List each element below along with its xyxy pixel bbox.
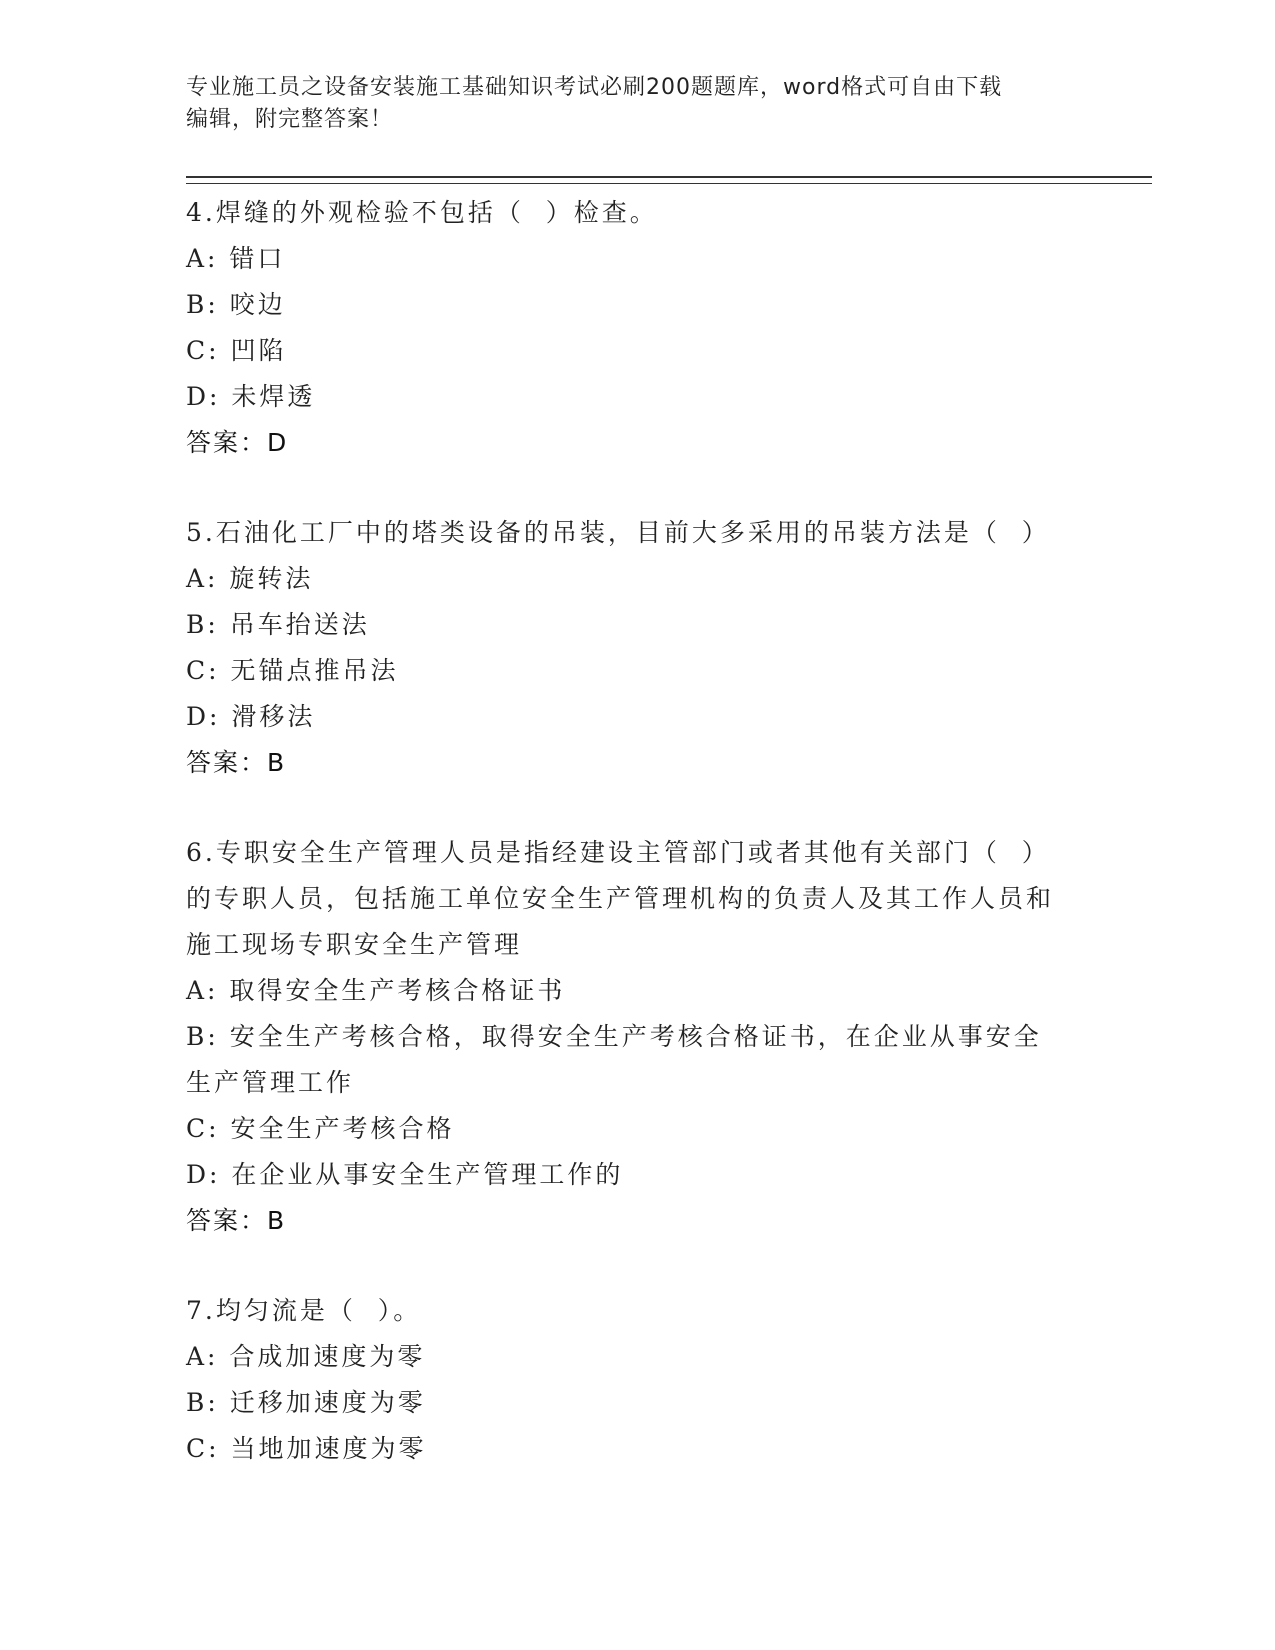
option-b: B: 迁移加速度为零 — [186, 1388, 426, 1417]
option-d: D: 滑移法 — [186, 702, 316, 731]
question-stem: 6.专职安全生产管理人员是指经建设主管部门或者其他有关部门（ ）的专职人员，包括施工单位安全生产管理机构的负责人及其工作人员和施工现场专职安全生产管理 — [186, 838, 1055, 959]
question-stem: 4.焊缝的外观检验不包括（ ）检查。 — [186, 198, 658, 227]
question-stem: 5.石油化工厂中的塔类设备的吊装，目前大多采用的吊装方法是（ ） — [186, 518, 1050, 547]
option-b: B: 咬边 — [186, 290, 286, 319]
question-5 — [186, 510, 1152, 786]
question-stem: 7.均匀流是（ ）。 — [186, 1296, 422, 1325]
header-divider — [186, 176, 1152, 184]
question-7 — [186, 1288, 1152, 1472]
question-4 — [186, 190, 1152, 466]
option-a: A: 错口 — [186, 244, 286, 273]
option-a: A: 旋转法 — [186, 564, 314, 593]
option-c: C: 当地加速度为零 — [186, 1434, 427, 1463]
option-d: D: 在企业从事安全生产管理工作的 — [186, 1160, 624, 1189]
question-6 — [186, 830, 1152, 1244]
header-line-2: 编辑，附完整答案！ — [186, 107, 394, 132]
option-d: D: 未焊透 — [186, 382, 316, 411]
document-header — [186, 72, 1066, 136]
answer-label: 答案：B — [186, 748, 287, 777]
option-c: C: 无锚点推吊法 — [186, 656, 399, 685]
header-line-1: 专业施工员之设备安装施工基础知识考试必刷200题题库，word格式可自由下载 — [186, 75, 1003, 100]
option-c: C: 安全生产考核合格 — [186, 1114, 455, 1143]
option-c: C: 凹陷 — [186, 336, 287, 365]
option-b: B: 安全生产考核合格，取得安全生产考核合格证书，在企业从事安全生产管理工作 — [186, 1022, 1042, 1097]
option-a: A: 合成加速度为零 — [186, 1342, 426, 1371]
document-page — [186, 72, 1152, 1516]
option-a: A: 取得安全生产考核合格证书 — [186, 976, 566, 1005]
answer-label: 答案：B — [186, 1206, 287, 1235]
option-b: B: 吊车抬送法 — [186, 610, 370, 639]
question-list — [186, 190, 1152, 1472]
answer-label: 答案：D — [186, 428, 289, 457]
